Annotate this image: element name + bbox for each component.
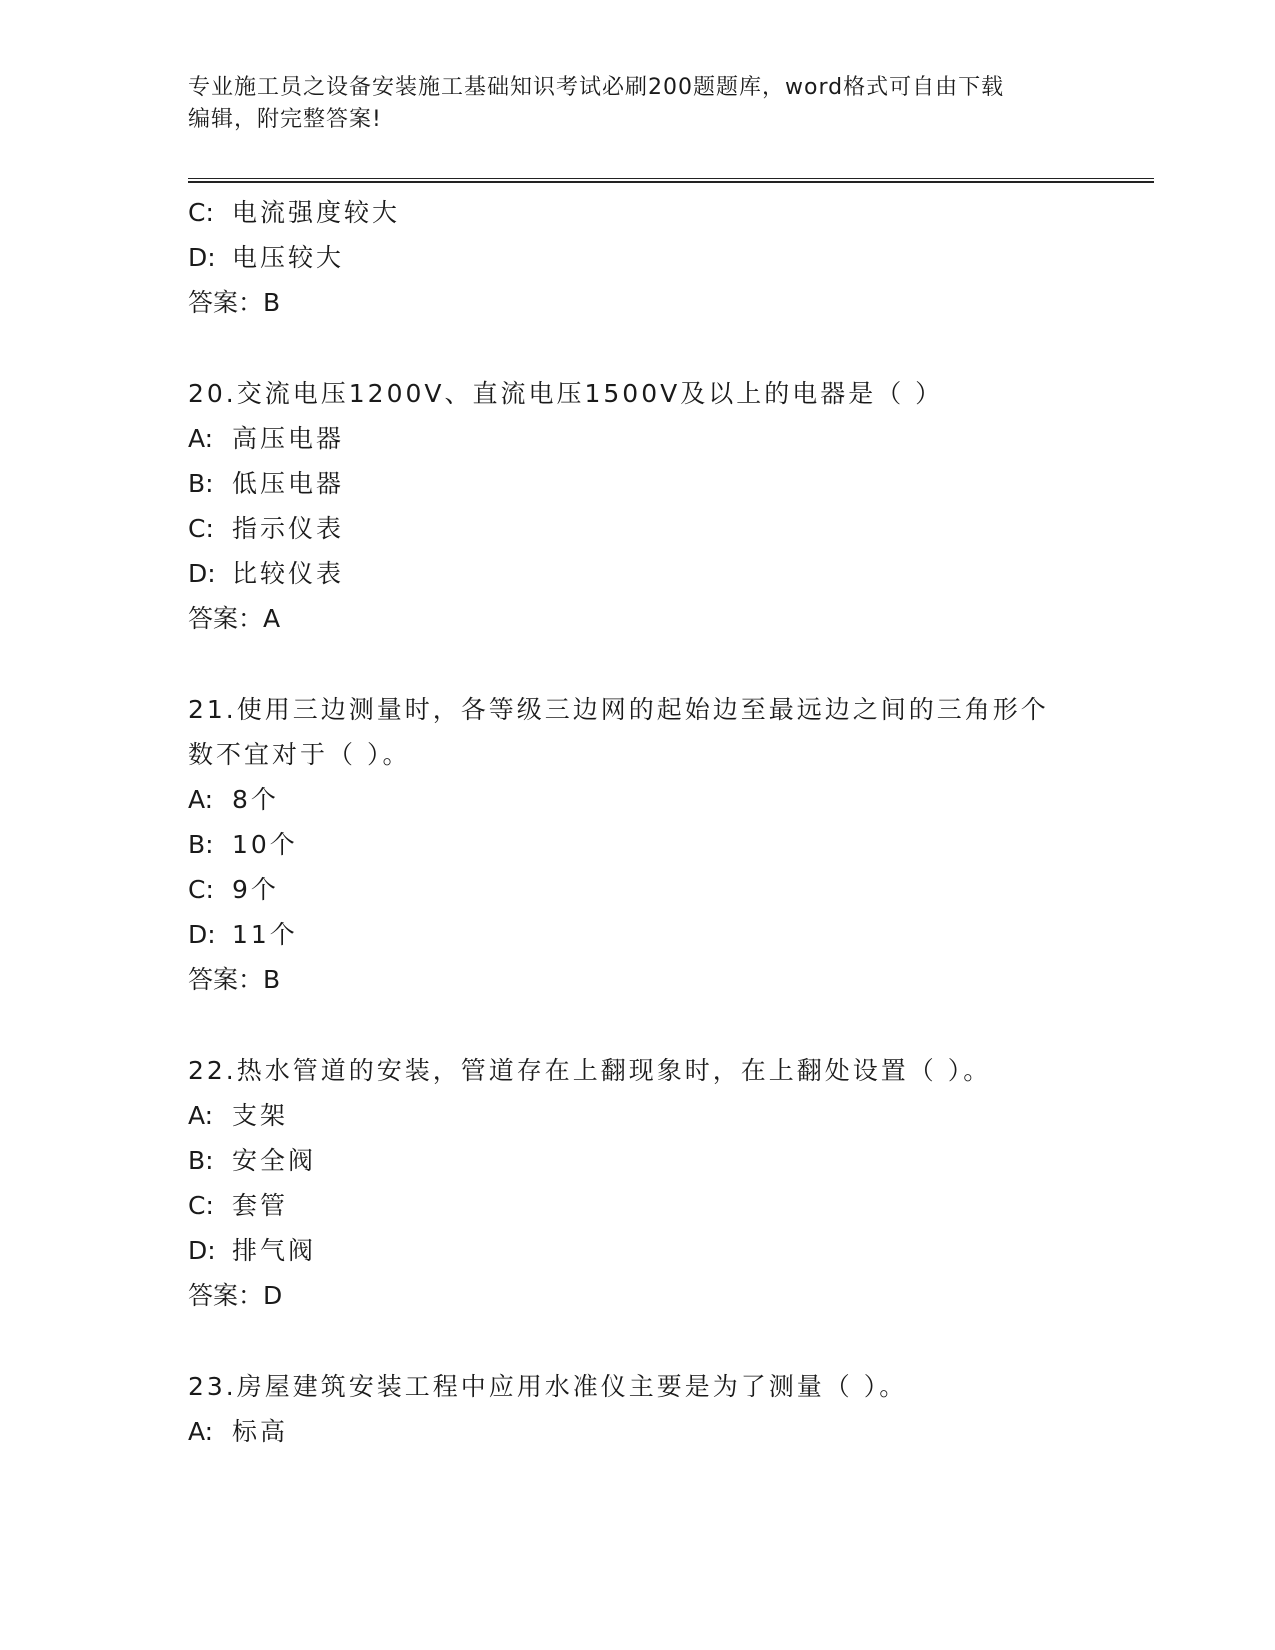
header-title-line-2: 编辑，附完整答案!	[188, 107, 382, 132]
option-c	[188, 1183, 1088, 1228]
option-key: C:	[188, 875, 214, 904]
option-key: A:	[188, 1417, 214, 1446]
answer-line: 答案：B	[188, 288, 281, 317]
option-c	[188, 190, 1088, 235]
option-key: D:	[188, 559, 216, 588]
option-key: A:	[188, 1101, 214, 1130]
question-stem-line-1: 21.使用三边测量时，各等级三边网的起始边至最远边之间的三角形个	[188, 695, 1049, 724]
question-20	[188, 371, 1088, 641]
option-a	[188, 416, 1088, 461]
option-text: 9个	[232, 875, 279, 904]
option-b	[188, 822, 1088, 867]
option-text: 高压电器	[232, 424, 345, 453]
header-divider	[188, 178, 1154, 183]
option-text: 比较仪表	[232, 559, 345, 588]
option-text: 电流强度较大	[232, 198, 401, 227]
option-key: B:	[188, 469, 214, 498]
option-c	[188, 867, 1088, 912]
option-d	[188, 235, 1088, 280]
option-key: C:	[188, 514, 214, 543]
option-key: A:	[188, 424, 214, 453]
option-b	[188, 461, 1088, 506]
option-text: 11个	[232, 920, 298, 949]
option-d	[188, 1228, 1088, 1273]
option-text: 10个	[232, 830, 298, 859]
option-text: 电压较大	[232, 243, 345, 272]
option-key: B:	[188, 1146, 214, 1175]
option-text: 排气阀	[232, 1236, 317, 1265]
document-header	[188, 72, 1088, 136]
option-key: B:	[188, 830, 214, 859]
question-stem: 20.交流电压1200V、直流电压1500V及以上的电器是（ ）	[188, 379, 944, 408]
option-key: C:	[188, 1191, 214, 1220]
option-d	[188, 912, 1088, 957]
option-key: A:	[188, 785, 214, 814]
option-text: 标高	[232, 1417, 289, 1446]
question-23	[188, 1364, 1088, 1454]
question-stem-line-2: 数不宜对于（ ）。	[188, 740, 411, 769]
question-list	[188, 190, 1088, 1454]
question-22	[188, 1048, 1088, 1318]
option-c	[188, 506, 1088, 551]
option-text: 8个	[232, 785, 279, 814]
option-text: 指示仪表	[232, 514, 345, 543]
answer-line: 答案：B	[188, 965, 281, 994]
option-key: D:	[188, 920, 216, 949]
answer-line: 答案：A	[188, 604, 281, 633]
question-stem: 23.房屋建筑安装工程中应用水准仪主要是为了测量（ ）。	[188, 1372, 908, 1401]
option-a	[188, 777, 1088, 822]
option-text: 支架	[232, 1101, 289, 1130]
option-key: D:	[188, 1236, 216, 1265]
question-21	[188, 687, 1088, 1002]
option-text: 安全阀	[232, 1146, 317, 1175]
option-a	[188, 1093, 1088, 1138]
option-d	[188, 551, 1088, 596]
option-key: C:	[188, 198, 214, 227]
option-text: 低压电器	[232, 469, 345, 498]
option-text: 套管	[232, 1191, 289, 1220]
answer-line: 答案：D	[188, 1281, 283, 1310]
header-title-line-1: 专业施工员之设备安装施工基础知识考试必刷200题题库，word格式可自由下载	[188, 75, 1005, 100]
option-a	[188, 1409, 1088, 1454]
question-stem: 22.热水管道的安装，管道存在上翻现象时，在上翻处设置（ ）。	[188, 1056, 992, 1085]
option-key: D:	[188, 243, 216, 272]
question-fragment	[188, 190, 1088, 325]
option-b	[188, 1138, 1088, 1183]
